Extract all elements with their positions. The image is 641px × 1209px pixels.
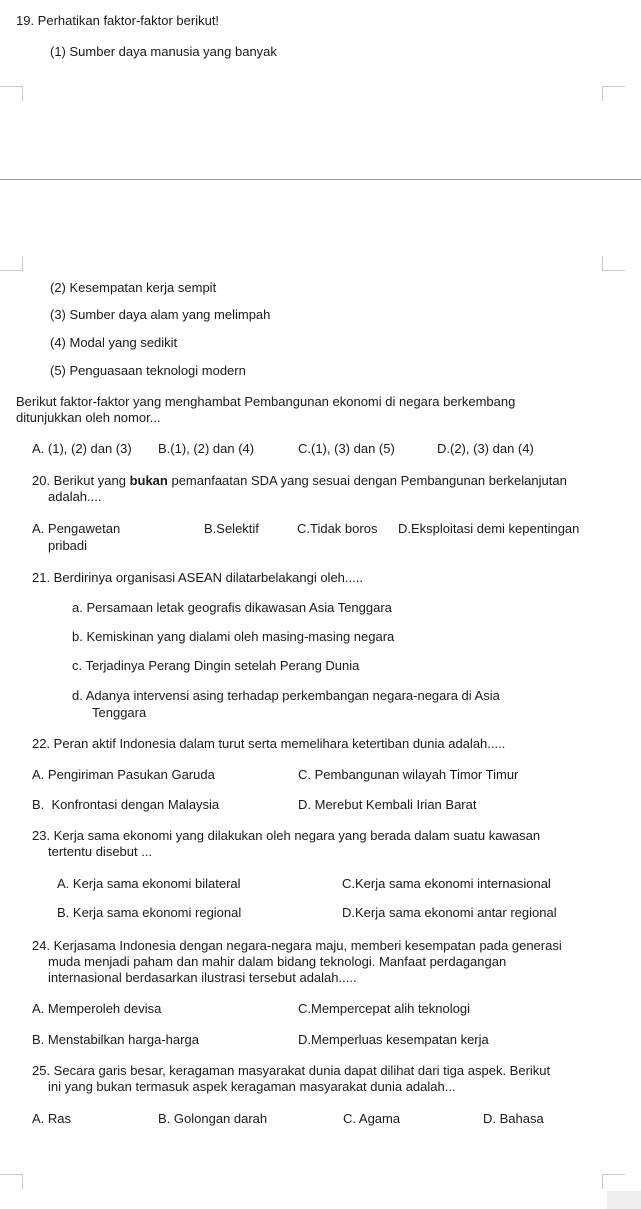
q19-item-3: (3) Sumber daya alam yang melimpah: [50, 307, 271, 322]
q19-item-2: (2) Kesempatan kerja sempit: [50, 280, 217, 295]
q20-option-b: B.Selektif: [204, 521, 259, 536]
page-divider: [0, 179, 641, 180]
q22-title: 22. Peran aktif Indonesia dalam turut serta memelihara ketertiban dunia adalah.....: [32, 736, 506, 751]
q25-option-d: D. Bahasa: [483, 1111, 544, 1126]
q25-option-c: C. Agama: [343, 1111, 401, 1126]
q24-option-c: C.Mempercepat alih teknologi: [298, 1001, 470, 1016]
q24-line1: 24. Kerjasama Indonesia dengan negara-negara maju, memberi kesempatan pada generasi: [32, 938, 562, 953]
q22-option-a: A. Pengiriman Pasukan Garuda: [32, 767, 215, 782]
q22-option-d: D. Merebut Kembali Irian Barat: [298, 797, 477, 812]
q21-option-d-cont: Tenggara: [92, 705, 147, 720]
frame-corner: [602, 1174, 625, 1189]
q20-line2: adalah....: [48, 489, 102, 504]
q21-option-c: c. Terjadinya Perang Dingin setelah Perang Dunia: [72, 658, 360, 673]
q20-option-a: A. Pengawetan: [32, 521, 121, 536]
q19-title: 19. Perhatikan faktor-faktor berikut!: [16, 13, 220, 28]
q24-option-b: B. Menstabilkan harga-harga: [32, 1032, 199, 1047]
q19-item-1: (1) Sumber daya manusia yang banyak: [50, 44, 277, 59]
frame-corner: [602, 256, 625, 271]
q19-item-5: (5) Penguasaan teknologi modern: [50, 363, 246, 378]
q19-option-c: C.(1), (3) dan (5): [298, 441, 395, 456]
q19-option-a: A. (1), (2) dan (3): [32, 441, 132, 456]
q20-line1: 20. Berikut yang bukan pemanfaatan SDA yang sesuai dengan Pembangunan berkelanjutan: [32, 473, 567, 488]
q21-title: 21. Berdirinya organisasi ASEAN dilatarbelakangi oleh.....: [32, 570, 363, 585]
q19-item-4: (4) Modal yang sedikit: [50, 335, 178, 350]
corner-shade: [607, 1191, 641, 1209]
q22-option-c: C. Pembangunan wilayah Timor Timur: [298, 767, 519, 782]
q21-option-a: a. Persamaan letak geografis dikawasan Asia Tenggara: [72, 600, 392, 615]
q20-option-c: C.Tidak boros: [297, 521, 378, 536]
q23-line1: 23. Kerja sama ekonomi yang dilakukan oleh negara yang berada dalam suatu kawasan: [32, 828, 541, 843]
q19-option-d: D.(2), (3) dan (4): [437, 441, 534, 456]
q25-line1: 25. Secara garis besar, keragaman masyarakat dunia dapat dilihat dari tiga aspek. Berikut: [32, 1063, 551, 1078]
q20-bold-word: bukan: [129, 473, 168, 488]
q24-option-a: A. Memperoleh devisa: [32, 1001, 162, 1016]
q19-question-line2: ditunjukkan oleh nomor...: [16, 410, 161, 425]
q24-option-d: D.Memperluas kesempatan kerja: [298, 1032, 489, 1047]
q22-option-b: B. Konfrontasi dengan Malaysia: [32, 797, 220, 812]
q20-option-d: D.Eksploitasi demi kepentingan: [398, 521, 580, 536]
q19-question-line1: Berikut faktor-faktor yang menghambat Pembangunan ekonomi di negara berkembang: [16, 394, 516, 409]
q23-option-a: A. Kerja sama ekonomi bilateral: [57, 876, 241, 891]
q23-line2: tertentu disebut ...: [48, 844, 153, 859]
q23-option-b: B. Kerja sama ekonomi regional: [57, 905, 242, 920]
q24-line3: internasional berdasarkan ilustrasi tersebut adalah.....: [48, 970, 357, 985]
q25-option-b: B. Golongan darah: [158, 1111, 268, 1126]
q23-option-c: C.Kerja sama ekonomi internasional: [342, 876, 551, 891]
frame-corner: [0, 256, 23, 271]
frame-corner: [0, 86, 23, 101]
q25-option-a: A. Ras: [32, 1111, 72, 1126]
frame-corner: [602, 86, 625, 101]
q24-line2: muda menjadi paham dan mahir dalam bidang teknologi. Manfaat perdagangan: [48, 954, 507, 969]
q19-option-b: B.(1), (2) dan (4): [158, 441, 255, 456]
q20-option-a-cont: pribadi: [48, 538, 88, 553]
q21-option-b: b. Kemiskinan yang dialami oleh masing-masing negara: [72, 629, 395, 644]
q21-option-d: d. Adanya intervensi asing terhadap perkembangan negara-negara di Asia: [72, 688, 500, 703]
q25-line2: ini yang bukan termasuk aspek keragaman masyarakat dunia adalah...: [48, 1079, 456, 1094]
q23-option-d: D.Kerja sama ekonomi antar regional: [342, 905, 557, 920]
frame-corner: [0, 1174, 23, 1189]
